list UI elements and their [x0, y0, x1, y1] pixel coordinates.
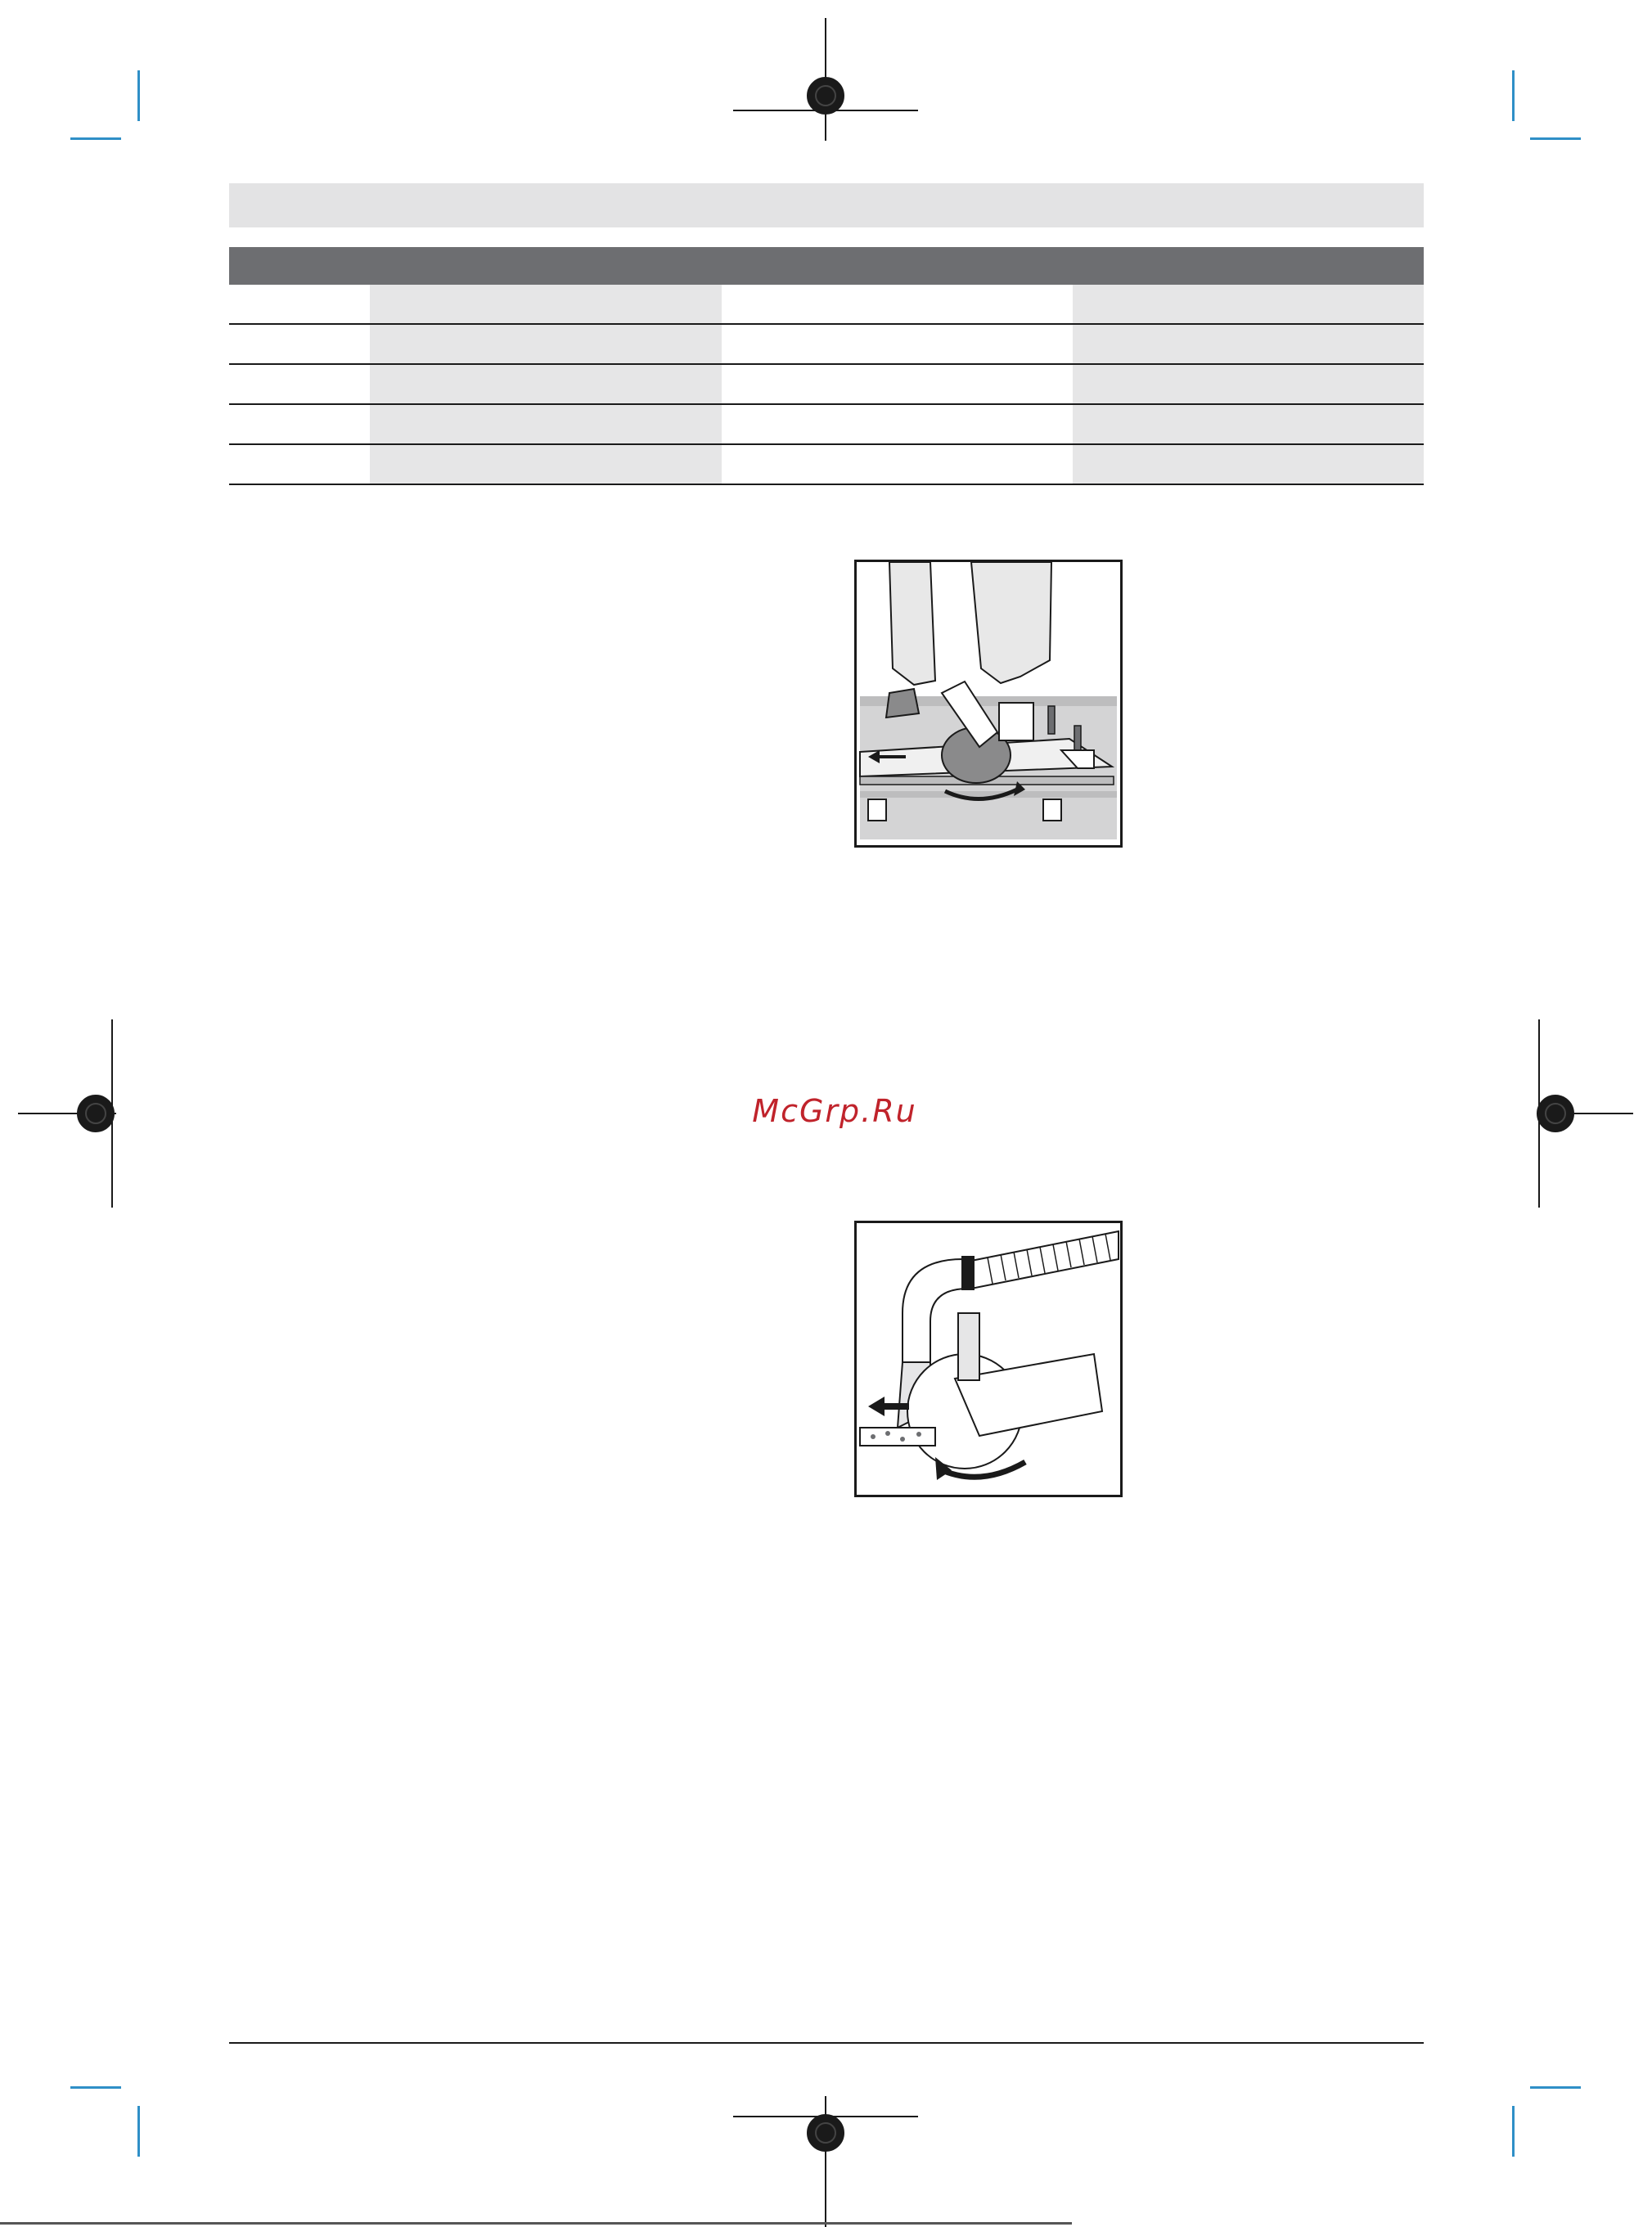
grinder-dust-extraction-illustration-icon	[857, 1223, 1120, 1495]
page-bottom-edge	[0, 2222, 1072, 2225]
registration-mark-left	[77, 1095, 115, 1132]
table-row	[229, 365, 1424, 405]
registration-mark-right	[1537, 1095, 1574, 1132]
crop-mark-bottom-right-h	[1530, 2086, 1581, 2089]
crop-mark-bottom-right-v	[1512, 2106, 1515, 2157]
grinder-cutting-illustration-icon	[857, 562, 1120, 845]
footer-rule	[229, 2042, 1424, 2044]
crop-mark-bottom-left-v	[137, 2106, 140, 2157]
table-row	[229, 285, 1424, 325]
table-row	[229, 325, 1424, 365]
table-row	[229, 445, 1424, 485]
data-table	[229, 247, 1424, 485]
crop-mark-top-right-v	[1512, 70, 1515, 121]
watermark: McGrp.Ru	[752, 1093, 917, 1129]
angle-grinder-with-dust-extraction	[854, 1221, 1123, 1497]
registration-mark-top	[807, 77, 844, 115]
table-row	[229, 405, 1424, 445]
angle-grinder-cutting-on-workbench	[854, 560, 1123, 848]
crop-mark-bottom-left-h	[70, 2086, 121, 2089]
crop-mark-top-right-h	[1530, 137, 1581, 140]
table-header	[229, 247, 1424, 285]
section-header-band	[229, 183, 1424, 227]
crop-mark-top-left-h	[70, 137, 121, 140]
crop-mark-top-left-v	[137, 70, 140, 121]
registration-mark-bottom	[807, 2114, 844, 2152]
